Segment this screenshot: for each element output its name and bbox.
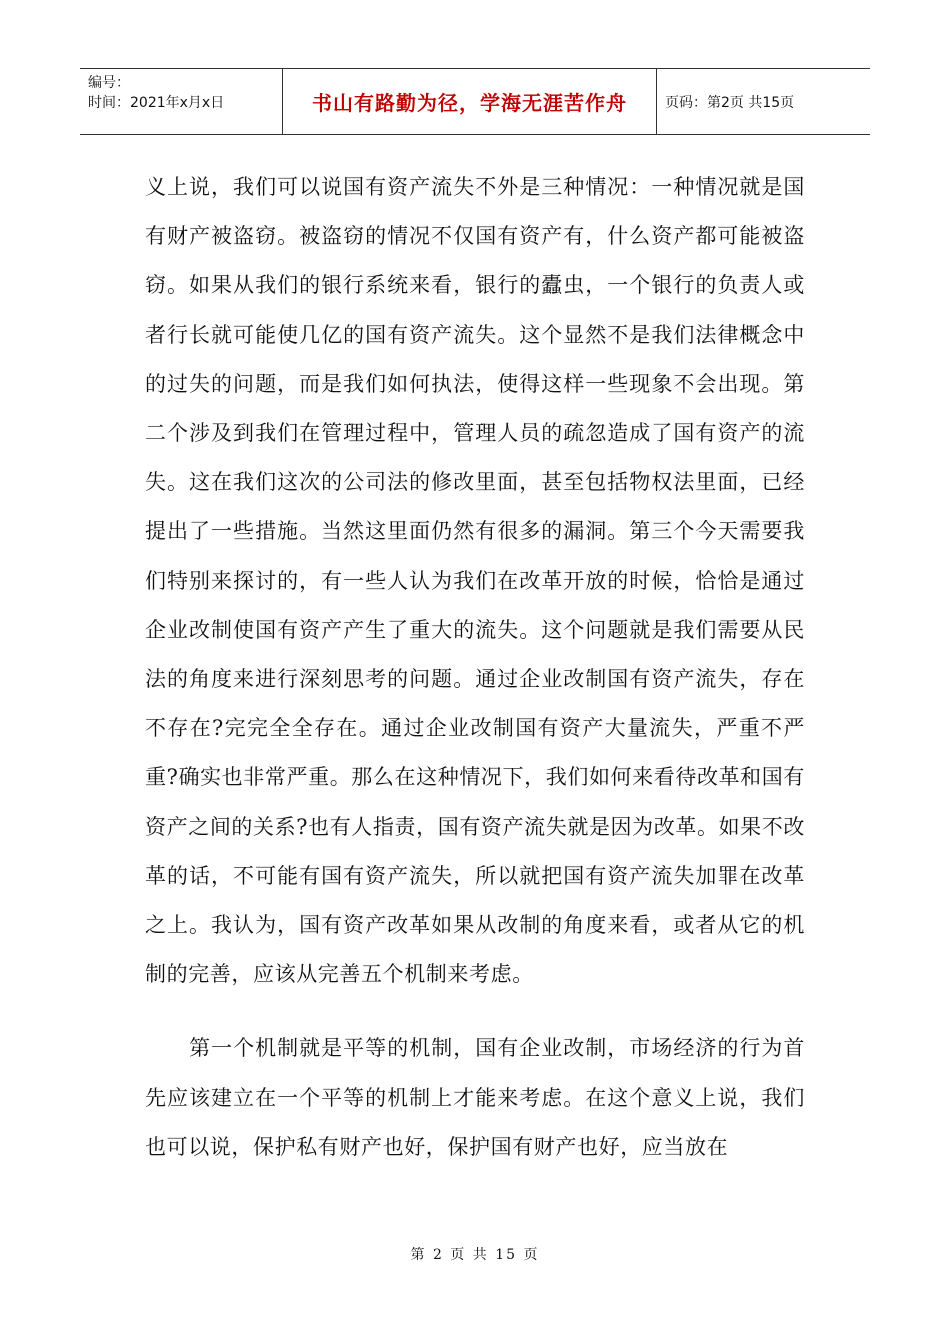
body-paragraph: 义上说，我们可以说国有资产流失不外是三种情况：一种情况就是国有财产被盗窃。被盗窃的情况不仅国有资产有，什么资产都可能被盗窃。如果从我们的银行系统来看，银行的蠹虫，一个银行的负责人或者行长就可能使几亿的国有资产流失。这个显然不是我们法律概念中的过失的问题，而是我们如何执法，使得这样一些现象不会出现。第二个涉及到我们在管理过程中，管理人员的疏忽造成了国有资产的流失。这在我们这次的公司法的修改里面，甚至包括物权法里面，已经提出了一些措施。当然这里面仍然有很多的漏洞。第三个今天需要我们特别来探讨的，有一些人认为我们在改革开放的时候，恰恰是通过企业改制使国有资产产生了重大的流失。这个问题就是我们需要从民法的角度来进行深刻思考的问题。通过企业改制国有资产流失，存在不存在?完完全全存在。通过企业改制国有资产大量流失，严重不严重?确实也非常严重。那么在这种情况下，我们如何来看待改革和国有资产之间的关系?也有人指责，国有资产流失就是因为改革。如果不改革的话，不可能有国有资产流失，所以就把国有资产流失加罪在改革之上。我认为，国有资产改革如果从改制的角度来看，或者从它的机制的完善，应该从完善五个机制来考虑。 [145, 175, 805, 987]
document-header [80, 68, 870, 135]
page-footer: 第 2 页 共 15 页 [410, 1247, 540, 1263]
document-body [145, 163, 805, 1172]
header-motto: 书山有路勤为径，学海无涯苦作舟 [312, 91, 627, 115]
document-date: 时间：2021年x月x日 [88, 95, 225, 111]
header-meta-cell [80, 69, 283, 134]
header-page-info: 页码：第2页 共15页 [665, 94, 795, 111]
header-page-cell [657, 69, 870, 134]
header-motto-cell [283, 69, 657, 134]
body-paragraph: 第一个机制就是平等的机制，国有企业改制，市场经济的行为首先应该建立在一个平等的机制上才能来考虑。在这个意义上说，我们也可以说，保护私有财产也好，保护国有财产也好，应当放在 [145, 1036, 805, 1159]
document-number-label: 编号： [88, 75, 130, 91]
